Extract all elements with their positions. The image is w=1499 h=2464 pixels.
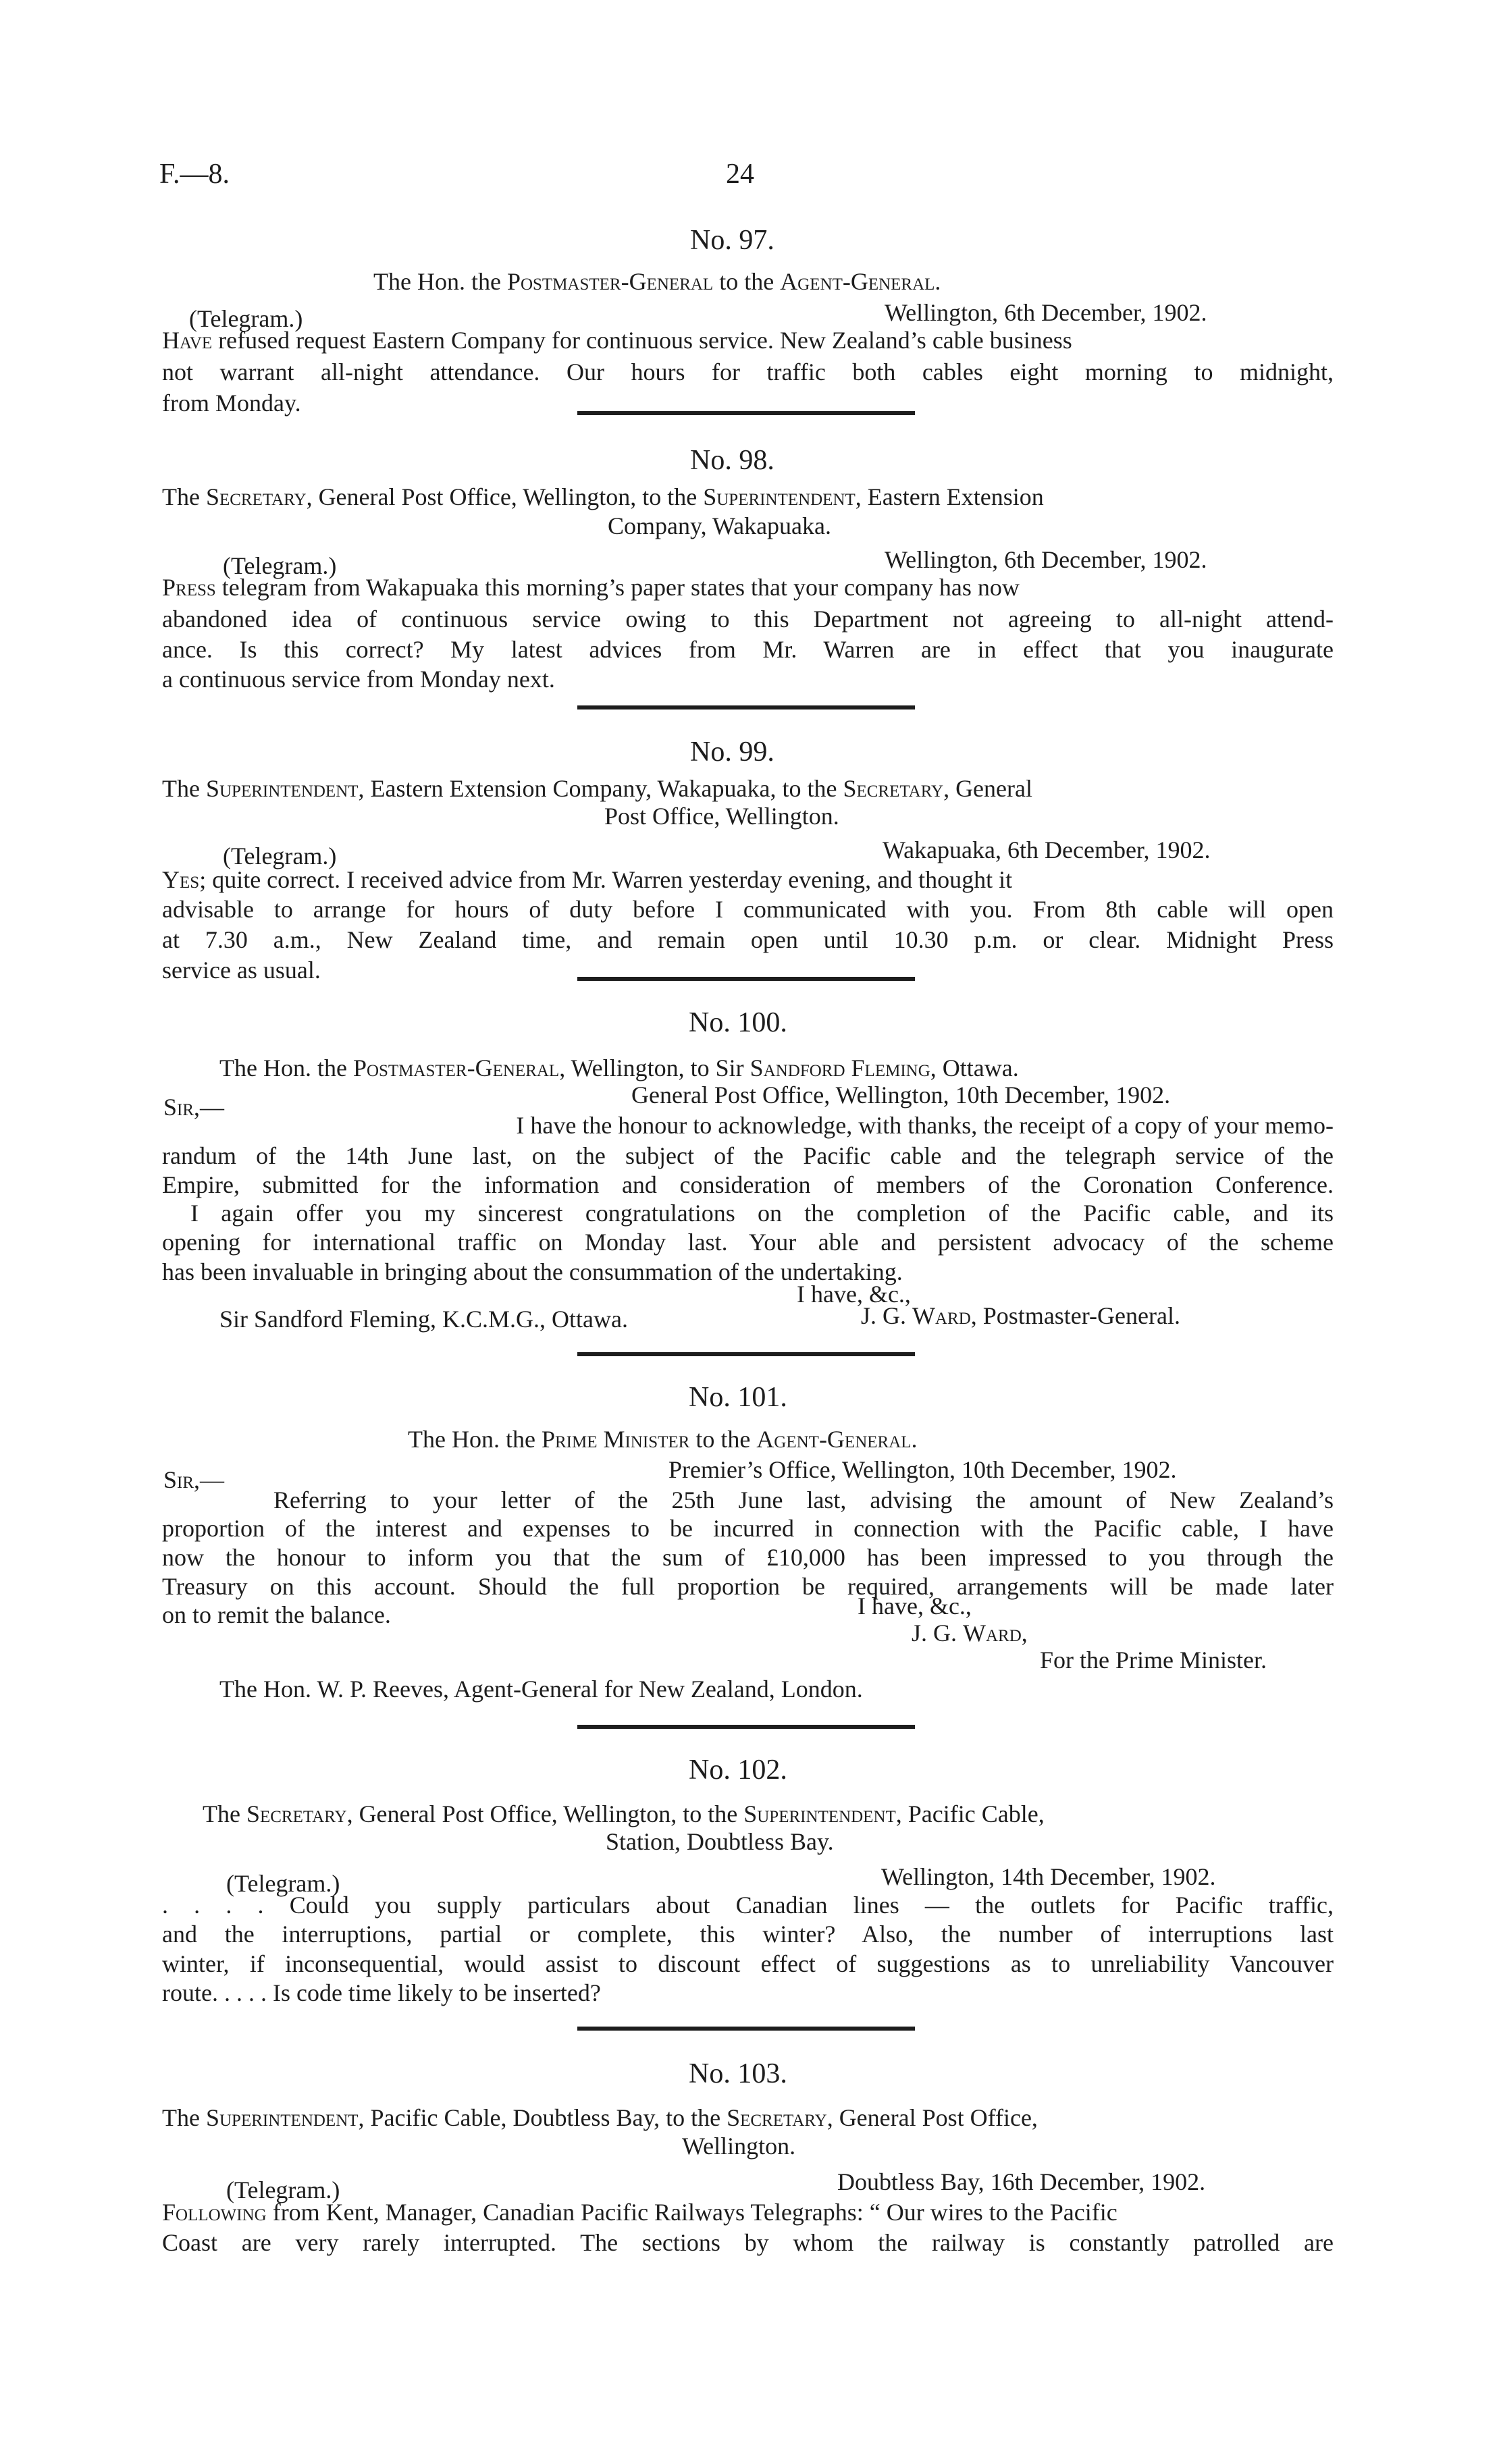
body-line: not warrant all-night attendance. Our hours for traffic both cables eight morning to midnight, xyxy=(162,358,1334,385)
addressee: Sir Sandford Fleming, K.C.M.G., Ottawa. xyxy=(219,1306,628,1333)
section-divider xyxy=(577,1352,915,1356)
place-date: Wellington, 6th December, 1902. xyxy=(885,546,1207,573)
body-line: Following from Kent, Manager, Canadian Pacific Railways Telegraphs: “ Our wires to the Pacific xyxy=(162,2199,1117,2226)
body-line: proportion of the interest and expenses to be incurred in connection with the Pacific cable, I have xyxy=(162,1515,1334,1542)
section-heading-continued: Post Office, Wellington. xyxy=(604,803,839,830)
body-line: Empire, submitted for the information and consideration of members of the Coronation Conference. xyxy=(162,1171,1334,1198)
body-line: now the honour to inform you that the sum of £10,000 has been impressed to you through the xyxy=(162,1544,1334,1571)
section-divider xyxy=(577,411,915,415)
telegram-label: (Telegram.) xyxy=(223,552,337,579)
signature: J. G. Ward, xyxy=(912,1619,1028,1646)
body-line: and the interruptions, partial or complete, this winter? Also, the number of interruptions last xyxy=(162,1921,1334,1948)
body-line: a continuous service from Monday next. xyxy=(162,666,555,693)
salutation: Sir,— xyxy=(163,1466,225,1493)
body-line: Yes; quite correct. I received advice from Mr. Warren yesterday evening, and thought it xyxy=(162,866,1013,893)
body-line: at 7.30 a.m., New Zealand time, and remain open until 10.30 p.m. or clear. Midnight Press xyxy=(162,926,1334,953)
section-heading: The Hon. the Prime Minister to the Agent-General. xyxy=(408,1426,918,1453)
body-line: Press telegram from Wakapuaka this morning’s paper states that your company has now xyxy=(162,574,1020,601)
section-divider xyxy=(577,705,915,709)
body-line: route. . . . . Is code time likely to be inserted? xyxy=(162,1979,601,2006)
body-line: has been invaluable in bringing about the consummation of the undertaking. xyxy=(162,1258,903,1285)
telegram-label: (Telegram.) xyxy=(226,1870,340,1897)
section-number: No. 97. xyxy=(690,225,774,256)
body-line: advisable to arrange for hours of duty before I communicated with you. From 8th cable will open xyxy=(162,896,1334,923)
section-heading: The Secretary, General Post Office, Wellington, to the Superintendent, Pacific Cable, xyxy=(203,1800,1045,1827)
body-line: from Monday. xyxy=(162,390,301,417)
body-line: I have the honour to acknowledge, with thanks, the receipt of a copy of your memo- xyxy=(516,1112,1334,1139)
addressee: The Hon. W. P. Reeves, Agent-General for New Zealand, London. xyxy=(219,1676,863,1703)
body-line: ance. Is this correct? My latest advices from Mr. Warren are in effect that you inaugurate xyxy=(162,636,1334,663)
section-divider xyxy=(577,977,915,981)
closing: I have, &c., xyxy=(797,1281,911,1308)
place-date: Wakapuaka, 6th December, 1902. xyxy=(883,836,1211,863)
body-line: randum of the 14th June last, on the subject of the Pacific cable and the telegraph service of the xyxy=(162,1142,1334,1169)
body-line: Treasury on this account. Should the full proportion be required, arrangements will be made later xyxy=(162,1573,1334,1600)
section-heading: The Hon. the Postmaster-General to the Agent-General. xyxy=(373,268,941,295)
section-number: No. 99. xyxy=(690,736,774,768)
place-date: Wellington, 6th December, 1902. xyxy=(885,299,1207,326)
section-number: No. 98. xyxy=(690,445,774,476)
signature-role: For the Prime Minister. xyxy=(1040,1646,1267,1673)
section-number: No. 101. xyxy=(689,1382,787,1413)
page-reference: F.—8. xyxy=(159,159,230,190)
body-line: Referring to your letter of the 25th June last, advising the amount of New Zealand’s xyxy=(273,1487,1334,1514)
section-heading-continued: Station, Doubtless Bay. xyxy=(606,1828,834,1855)
body-line: . . . . Could you supply particulars about Canadian lines — the outlets for Pacific traffic, xyxy=(162,1892,1334,1919)
place-date: Premier’s Office, Wellington, 10th December, 1902. xyxy=(668,1456,1177,1483)
closing: I have, &c., xyxy=(858,1592,972,1619)
body-line: I again offer you my sincerest congratulations on the completion of the Pacific cable, and its xyxy=(190,1200,1334,1227)
section-heading: The Superintendent, Eastern Extension Company, Wakapuaka, to the Secretary, General xyxy=(162,775,1032,802)
section-heading: The Superintendent, Pacific Cable, Doubtless Bay, to the Secretary, General Post Office, xyxy=(162,2104,1038,2131)
section-heading-continued: Company, Wakapuaka. xyxy=(608,512,832,539)
section-heading: The Hon. the Postmaster-General, Wellington, to Sir Sandford Fleming, Ottawa. xyxy=(219,1054,1019,1081)
body-line: opening for international traffic on Monday last. Your able and persistent advocacy of the scheme xyxy=(162,1229,1334,1256)
signature: J. G. Ward, Postmaster-General. xyxy=(861,1302,1180,1329)
section-number: No. 103. xyxy=(689,2058,787,2089)
section-divider xyxy=(577,1725,915,1729)
place-date: General Post Office, Wellington, 10th December, 1902. xyxy=(631,1081,1171,1108)
section-number: No. 100. xyxy=(689,1007,787,1038)
section-heading-continued: Wellington. xyxy=(682,2133,796,2160)
place-date: Doubtless Bay, 16th December, 1902. xyxy=(837,2168,1206,2195)
telegram-label: (Telegram.) xyxy=(223,842,337,869)
section-divider xyxy=(577,2027,915,2031)
telegram-label: (Telegram.) xyxy=(226,2176,340,2203)
telegram-label: (Telegram.) xyxy=(189,305,303,332)
body-line: Coast are very rarely interrupted. The sections by whom the railway is constantly patrolled are xyxy=(162,2229,1334,2256)
section-heading: The Secretary, General Post Office, Wellington, to the Superintendent, Eastern Extension xyxy=(162,483,1044,510)
page-number: 24 xyxy=(726,159,754,190)
body-line: Have refused request Eastern Company for continuous service. New Zealand’s cable business xyxy=(162,327,1072,354)
place-date: Wellington, 14th December, 1902. xyxy=(881,1863,1216,1890)
body-line: on to remit the balance. xyxy=(162,1601,391,1628)
body-line: abandoned idea of continuous service owing to this Department not agreeing to all-night attend- xyxy=(162,606,1334,633)
body-line: service as usual. xyxy=(162,957,321,984)
section-number: No. 102. xyxy=(689,1755,787,1786)
body-line: winter, if inconsequential, would assist to discount effect of suggestions as to unreliability Vancouver xyxy=(162,1950,1334,1977)
salutation: Sir,— xyxy=(163,1094,225,1121)
